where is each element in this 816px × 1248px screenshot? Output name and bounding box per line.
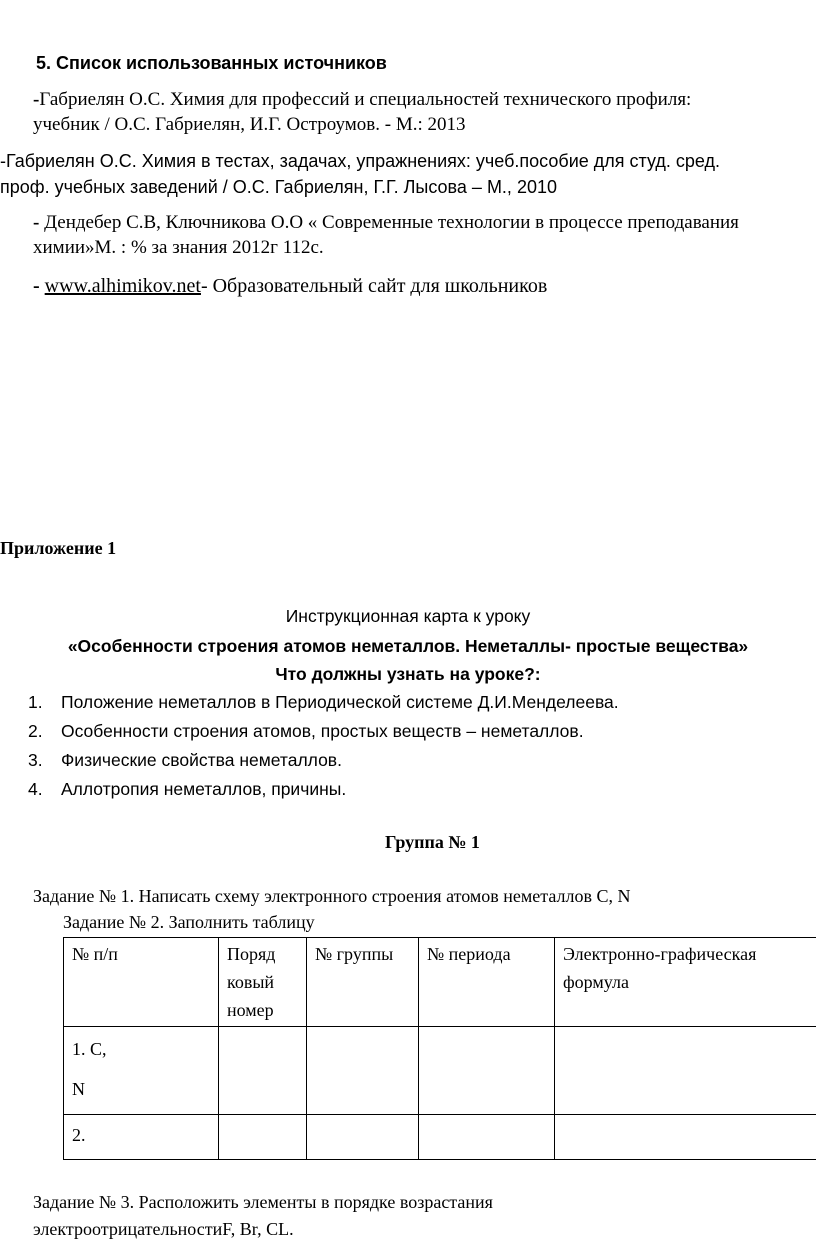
list-item: 4. Аллотропия неметаллов, причины.: [28, 779, 347, 799]
header-cell: Поряд ковый номер: [219, 938, 307, 1027]
lesson-question: Что должны узнать на уроке?:: [275, 664, 541, 684]
list-item: 3. Физические свойства неметаллов.: [28, 750, 342, 770]
list-item: 2. Особенности строения атомов, простых веществ – неметаллов.: [28, 721, 584, 741]
lesson-topic: «Особенности строения атомов неметаллов. Неметаллы- простые вещества»: [67, 636, 749, 656]
table-cell: [307, 1115, 419, 1160]
cell-line: 1. С,: [72, 1039, 107, 1059]
table-cell: [419, 1027, 555, 1115]
source-item-1-line1: -Габриелян О.С. Химия для профессий и специальностей технического профиля:: [33, 89, 692, 110]
source-item-3-line2: химии»М. : % за знания 2012г 112с.: [33, 237, 324, 258]
table-header-row: [64, 938, 816, 1027]
appendix-title: Приложение 1: [0, 538, 117, 558]
header-cell: № п/п: [64, 938, 219, 1027]
source-item-2-line2: проф. учебных заведений / О.С. Габриелян, Г.Г. Лысова – М., 2010: [0, 177, 557, 197]
table-cell: [419, 1115, 555, 1160]
source-item-3-line1: - Дендебер С.В, Ключникова О.О « Современные технологии в процессе преподавания: [33, 212, 739, 233]
list-item: 1. Положение неметаллов в Периодической системе Д.И.Менделеева.: [28, 692, 619, 712]
cell-line: N: [72, 1079, 85, 1099]
header-cell: № группы: [307, 938, 419, 1027]
header-cell: Электронно-графическая формула: [555, 938, 816, 1027]
group-heading: Группа № 1: [385, 832, 480, 852]
table-cell: [64, 1027, 219, 1115]
website-link[interactable]: www.alhimikov.net: [44, 275, 201, 297]
task-table: [63, 937, 816, 1160]
task-2: Задание № 2. Заполнить таблицу: [63, 912, 315, 932]
table-row: [64, 1115, 816, 1160]
source-web: - www.alhimikov.net- Образовательный сайт для школьников: [33, 275, 548, 297]
task-1: Задание № 1. Написать схему электронного строения атомов неметаллов С, N: [33, 886, 631, 906]
table-cell: [555, 1027, 816, 1115]
objectives-list: [28, 688, 619, 804]
table-row: [64, 1027, 816, 1115]
table-cell: [219, 1115, 307, 1160]
table-cell: [219, 1027, 307, 1115]
task-3-line2: электроотрицательностиF, Br, CL.: [33, 1219, 294, 1239]
table-cell: [307, 1027, 419, 1115]
card-title: Инструкционная карта к уроку: [285, 606, 531, 626]
table-cell: [555, 1115, 816, 1160]
source-item-1-line2: учебник / О.С. Габриелян, И.Г. Остроумов. - М.: 2013: [33, 114, 466, 135]
sources-heading: 5. Список использованных источников: [36, 53, 387, 73]
header-cell: № периода: [419, 938, 555, 1027]
source-item-2-line1: -Габриелян О.С. Химия в тестах, задачах, упражнениях: учеб.пособие для студ. сред.: [0, 151, 720, 171]
task-3-line1: Задание № 3. Расположить элементы в порядке возрастания: [33, 1192, 493, 1212]
table-cell: 2.: [64, 1115, 219, 1160]
